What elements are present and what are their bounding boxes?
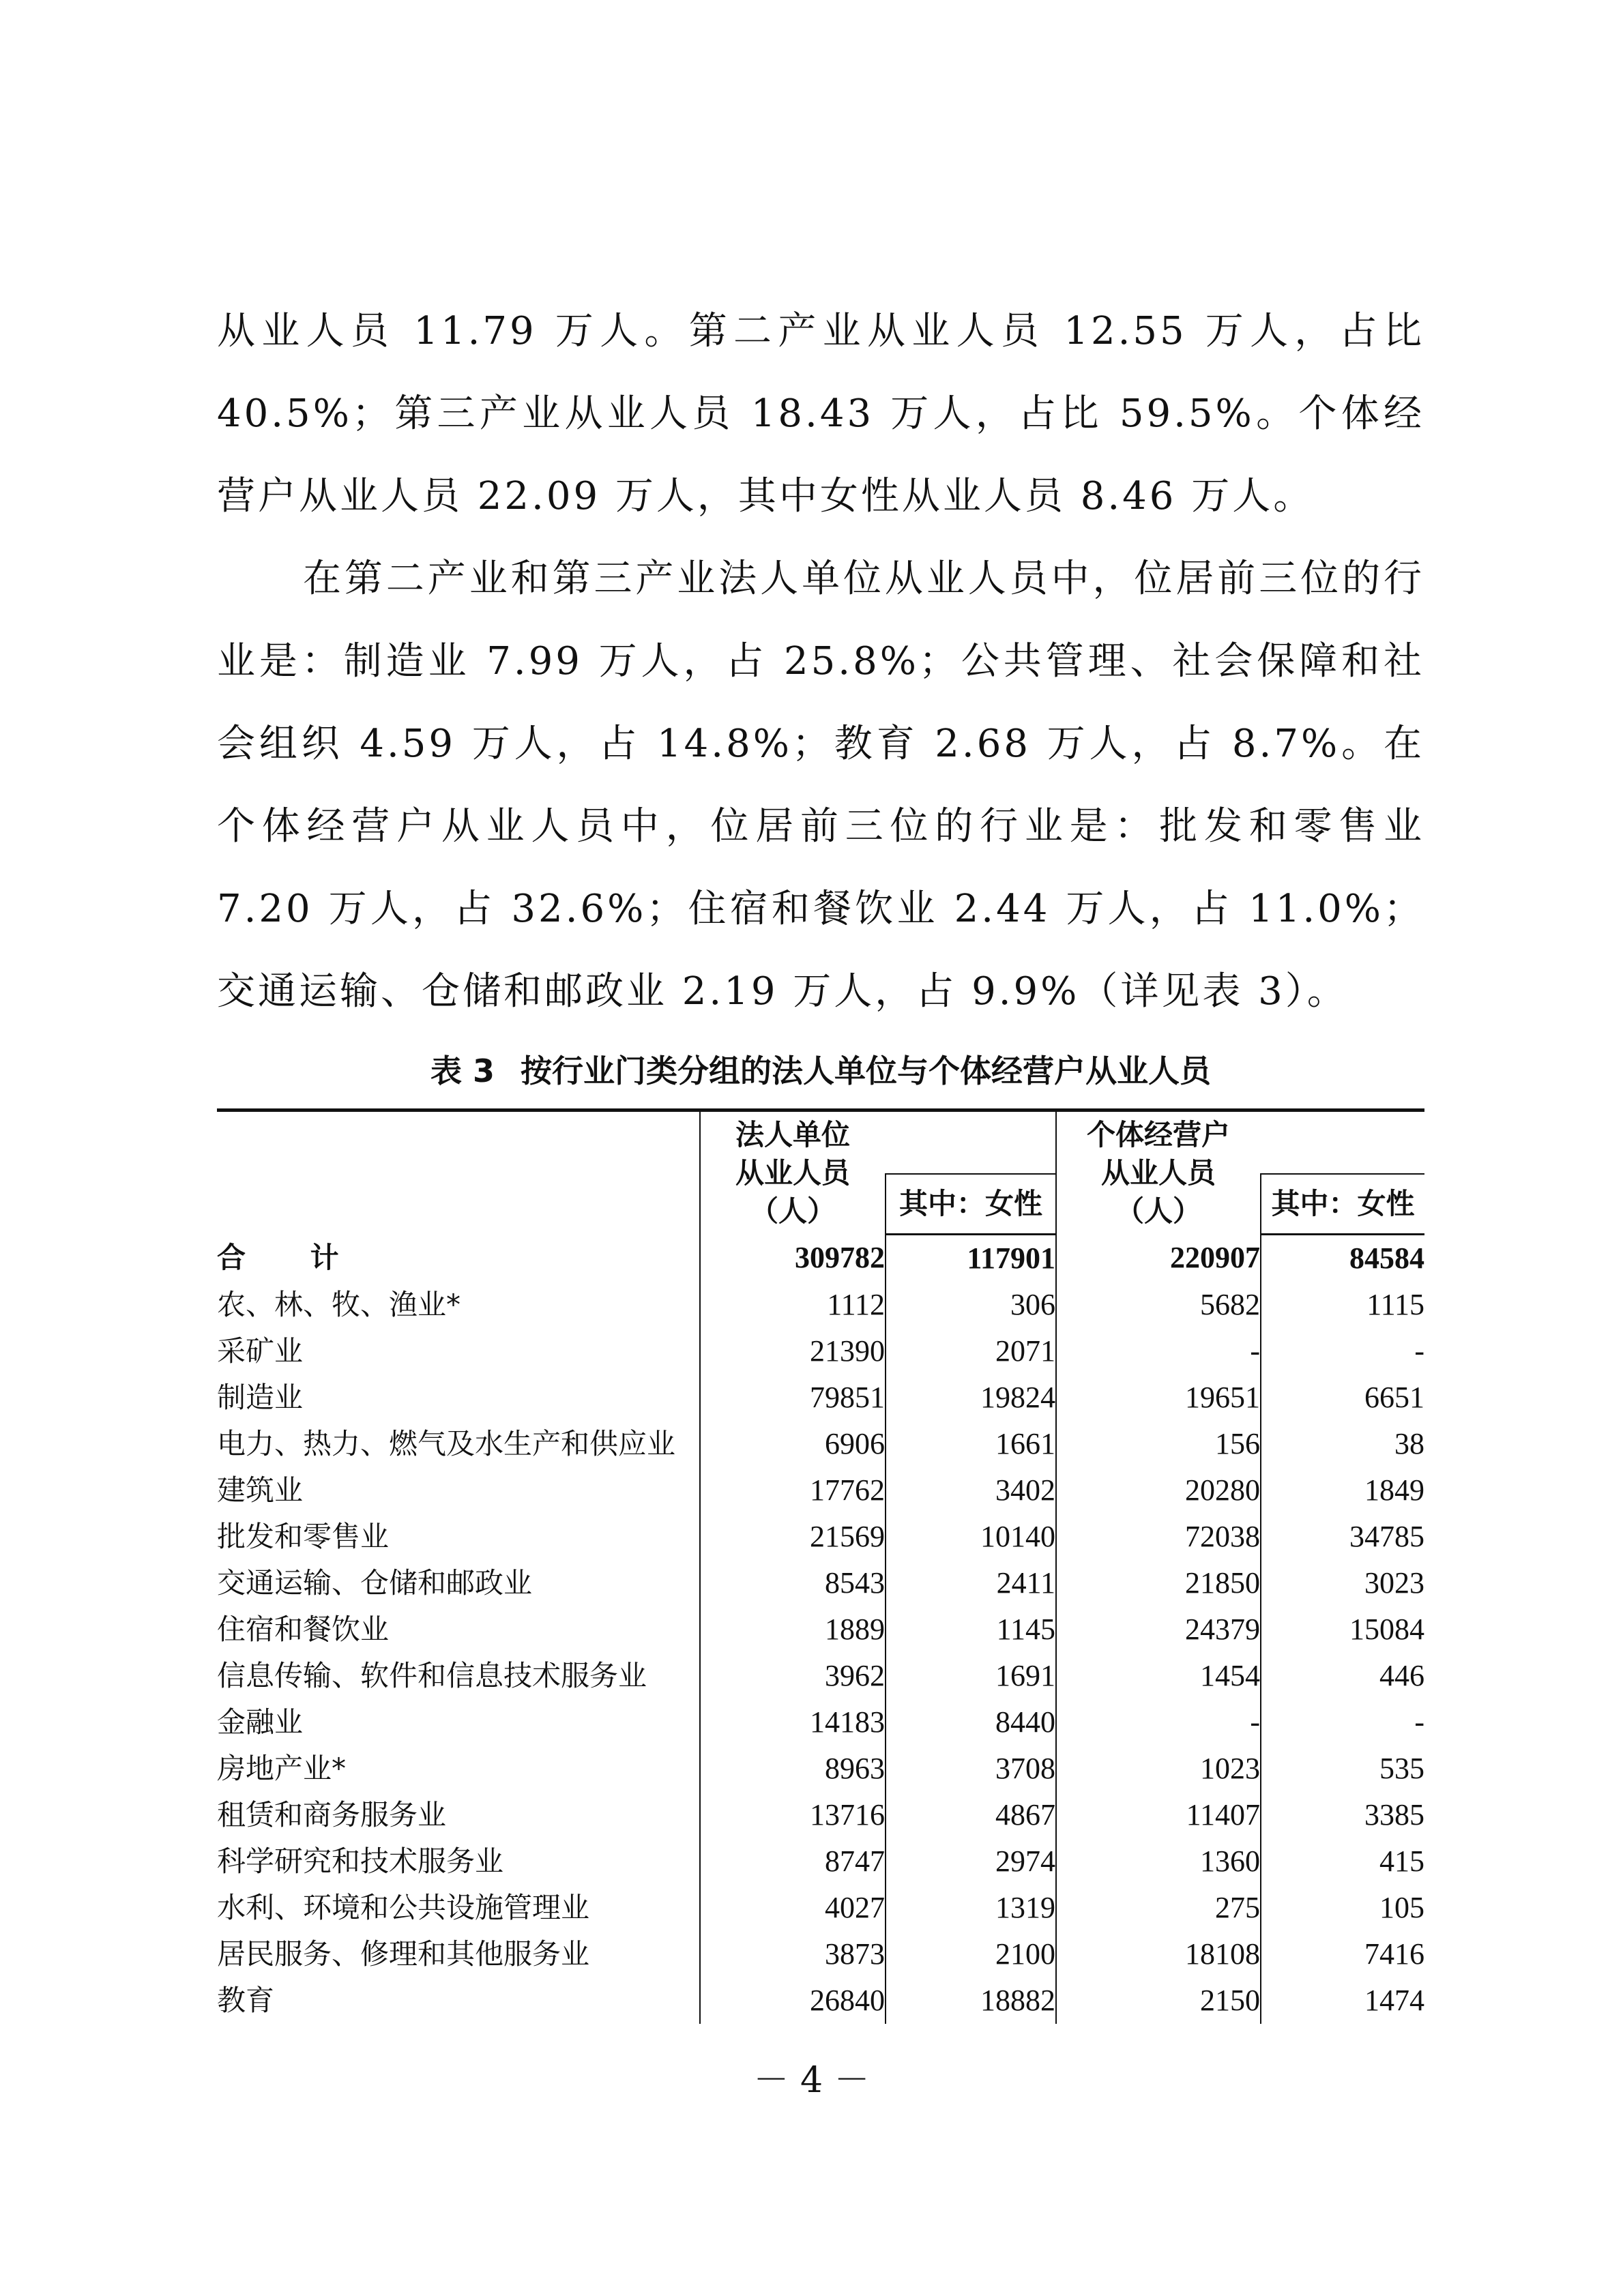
individual-employees-cell: 2150 bbox=[1056, 1977, 1261, 2024]
individual-female-cell: - bbox=[1261, 1328, 1424, 1374]
legal-employees-cell: 6906 bbox=[700, 1421, 886, 1467]
legal-employees-cell: 4027 bbox=[700, 1885, 886, 1931]
header-individual-female: 其中：女性 bbox=[1261, 1174, 1424, 1235]
individual-employees-cell: - bbox=[1056, 1328, 1261, 1374]
individual-employees-cell: 18108 bbox=[1056, 1931, 1261, 1977]
table-row bbox=[217, 1885, 1424, 1931]
table-row bbox=[217, 1374, 1424, 1421]
header-legal-female: 其中：女性 bbox=[886, 1174, 1056, 1235]
individual-female-cell: 15084 bbox=[1261, 1606, 1424, 1653]
individual-employees-cell: 21850 bbox=[1056, 1560, 1261, 1606]
individual-employees-cell: 156 bbox=[1056, 1421, 1261, 1467]
individual-employees-cell: 24379 bbox=[1056, 1606, 1261, 1653]
individual-female-cell: 1849 bbox=[1261, 1467, 1424, 1514]
table-caption: 按行业门类分组的法人单位与个体经营户从业人员 bbox=[521, 1053, 1212, 1089]
table-row bbox=[217, 1514, 1424, 1560]
industry-name-cell: 科学研究和技术服务业 bbox=[217, 1844, 504, 1878]
legal-employees-cell: 17762 bbox=[700, 1467, 886, 1514]
industry-name-cell: 教育 bbox=[217, 1984, 275, 2017]
table-row bbox=[217, 1328, 1424, 1374]
individual-employees-cell: 220907 bbox=[1056, 1235, 1261, 1282]
legal-employees-cell: 26840 bbox=[700, 1977, 886, 2024]
individual-female-cell: 535 bbox=[1261, 1746, 1424, 1792]
legal-employees-cell: 21390 bbox=[700, 1328, 886, 1374]
industry-name-cell: 电力、热力、燃气及水生产和供应业 bbox=[217, 1427, 676, 1460]
industry-name-cell: 居民服务、修理和其他服务业 bbox=[217, 1937, 590, 1971]
industry-name-cell: 批发和零售业 bbox=[217, 1520, 390, 1553]
individual-female-cell: 3385 bbox=[1261, 1792, 1424, 1838]
table-row bbox=[217, 1653, 1424, 1699]
individual-female-cell: 6651 bbox=[1261, 1374, 1424, 1421]
legal-female-cell: 306 bbox=[886, 1282, 1056, 1328]
table-row bbox=[217, 1560, 1424, 1606]
header-legal-spacer bbox=[886, 1110, 1056, 1175]
industry-name-cell: 租赁和商务服务业 bbox=[217, 1798, 447, 1831]
table-row bbox=[217, 1606, 1424, 1653]
legal-female-cell: 3708 bbox=[886, 1746, 1056, 1792]
table-row bbox=[217, 1792, 1424, 1838]
industry-name-cell: 信息传输、软件和信息技术服务业 bbox=[217, 1659, 647, 1692]
individual-employees-cell: 20280 bbox=[1056, 1467, 1261, 1514]
header-individual-spacer bbox=[1261, 1110, 1424, 1175]
individual-female-cell: 84584 bbox=[1261, 1235, 1424, 1282]
industry-name-cell: 农、林、牧、渔业* bbox=[217, 1288, 461, 1321]
legal-employees-cell: 3873 bbox=[700, 1931, 886, 1977]
individual-female-cell: 7416 bbox=[1261, 1931, 1424, 1977]
legal-female-cell: 3402 bbox=[886, 1467, 1056, 1514]
body-text bbox=[217, 290, 1424, 1033]
legal-female-cell: 1691 bbox=[886, 1653, 1056, 1699]
individual-female-cell: 34785 bbox=[1261, 1514, 1424, 1560]
legal-employees-cell: 8747 bbox=[700, 1838, 886, 1885]
legal-employees-cell: 8963 bbox=[700, 1746, 886, 1792]
header-industry bbox=[217, 1110, 700, 1235]
industry-name-cell: 交通运输、仓储和邮政业 bbox=[217, 1566, 533, 1600]
individual-female-cell: 415 bbox=[1261, 1838, 1424, 1885]
industry-name-cell: 住宿和餐饮业 bbox=[217, 1613, 390, 1646]
paragraph-1: 从业人员 11.79 万人。第二产业从业人员 12.55 万人，占比 40.5%；第三产业从业人员 18.43 万人，占比 59.5%。个体经营户从业人员 22.09 万人，其中女性从业人员 8.46 万人。 bbox=[217, 309, 1424, 518]
legal-female-cell: 4867 bbox=[886, 1792, 1056, 1838]
individual-female-cell: 446 bbox=[1261, 1653, 1424, 1699]
legal-employees-cell: 21569 bbox=[700, 1514, 886, 1560]
legal-employees-cell: 1889 bbox=[700, 1606, 886, 1653]
industry-name-cell: 采矿业 bbox=[217, 1334, 304, 1368]
legal-female-cell: 10140 bbox=[886, 1514, 1056, 1560]
industry-name-cell: 金融业 bbox=[217, 1705, 304, 1739]
paragraph-2: 在第二产业和第三产业法人单位从业人员中，位居前三位的行业是：制造业 7.99 万人，占 25.8%；公共管理、社会保障和社会组织 4.59 万人，占 14.8%；教育 2.68 万人，占 8.7%。在个体经营户从业人员中，位居前三位的行业是：批发和零售业 7.20 万人，占 32.6%；住宿和餐饮业 2.44 万人，占 11.0%；交通运输、仓储和邮政业 2.19 万人，占 9.9%（详见表 3）。 bbox=[217, 557, 1424, 1014]
table-row bbox=[217, 1421, 1424, 1467]
table-row bbox=[217, 1931, 1424, 1977]
individual-female-cell: 38 bbox=[1261, 1421, 1424, 1467]
legal-female-cell: 2974 bbox=[886, 1838, 1056, 1885]
employment-table bbox=[217, 1108, 1424, 2024]
table-row bbox=[217, 1838, 1424, 1885]
table-row-total bbox=[217, 1235, 1424, 1282]
individual-employees-cell: 1454 bbox=[1056, 1653, 1261, 1699]
legal-female-cell: 8440 bbox=[886, 1699, 1056, 1746]
individual-employees-cell: 5682 bbox=[1056, 1282, 1261, 1328]
legal-employees-cell: 3962 bbox=[700, 1653, 886, 1699]
legal-female-cell: 2071 bbox=[886, 1328, 1056, 1374]
legal-female-cell: 1319 bbox=[886, 1885, 1056, 1931]
individual-female-cell: 105 bbox=[1261, 1885, 1424, 1931]
table-row bbox=[217, 1282, 1424, 1328]
header-individual-employees: 个体经营户 从业人员 （人） bbox=[1056, 1110, 1261, 1235]
table-number: 表 3 bbox=[430, 1053, 495, 1089]
individual-female-cell: - bbox=[1261, 1699, 1424, 1746]
table-body bbox=[217, 1235, 1424, 2025]
legal-employees-cell: 8543 bbox=[700, 1560, 886, 1606]
individual-female-cell: 3023 bbox=[1261, 1560, 1424, 1606]
individual-female-cell: 1115 bbox=[1261, 1282, 1424, 1328]
individual-female-cell: 1474 bbox=[1261, 1977, 1424, 2024]
individual-employees-cell: 11407 bbox=[1056, 1792, 1261, 1838]
legal-employees-cell: 309782 bbox=[700, 1235, 886, 1282]
industry-name-cell: 建筑业 bbox=[217, 1473, 304, 1507]
legal-female-cell: 2411 bbox=[886, 1560, 1056, 1606]
industry-name-cell: 合 计 bbox=[217, 1241, 366, 1275]
page-number: － 4 － bbox=[753, 2060, 870, 2101]
individual-employees-cell: 275 bbox=[1056, 1885, 1261, 1931]
table-row bbox=[217, 1977, 1424, 2024]
industry-name-cell: 制造业 bbox=[217, 1381, 304, 1414]
legal-female-cell: 1661 bbox=[886, 1421, 1056, 1467]
header-legal-employees: 法人单位 从业人员 （人） bbox=[700, 1110, 886, 1235]
individual-employees-cell: 1360 bbox=[1056, 1838, 1261, 1885]
legal-employees-cell: 14183 bbox=[700, 1699, 886, 1746]
table-title bbox=[217, 1050, 1424, 1091]
legal-female-cell: 117901 bbox=[886, 1235, 1056, 1282]
legal-employees-cell: 1112 bbox=[700, 1282, 886, 1328]
legal-female-cell: 1145 bbox=[886, 1606, 1056, 1653]
industry-name-cell: 房地产业* bbox=[217, 1752, 347, 1785]
individual-employees-cell: - bbox=[1056, 1699, 1261, 1746]
individual-employees-cell: 72038 bbox=[1056, 1514, 1261, 1560]
table-row bbox=[217, 1467, 1424, 1514]
industry-name-cell: 水利、环境和公共设施管理业 bbox=[217, 1891, 590, 1924]
individual-employees-cell: 19651 bbox=[1056, 1374, 1261, 1421]
legal-employees-cell: 13716 bbox=[700, 1792, 886, 1838]
legal-female-cell: 18882 bbox=[886, 1977, 1056, 2024]
legal-employees-cell: 79851 bbox=[700, 1374, 886, 1421]
legal-female-cell: 2100 bbox=[886, 1931, 1056, 1977]
legal-female-cell: 19824 bbox=[886, 1374, 1056, 1421]
individual-employees-cell: 1023 bbox=[1056, 1746, 1261, 1792]
table-row bbox=[217, 1699, 1424, 1746]
table-row bbox=[217, 1746, 1424, 1792]
